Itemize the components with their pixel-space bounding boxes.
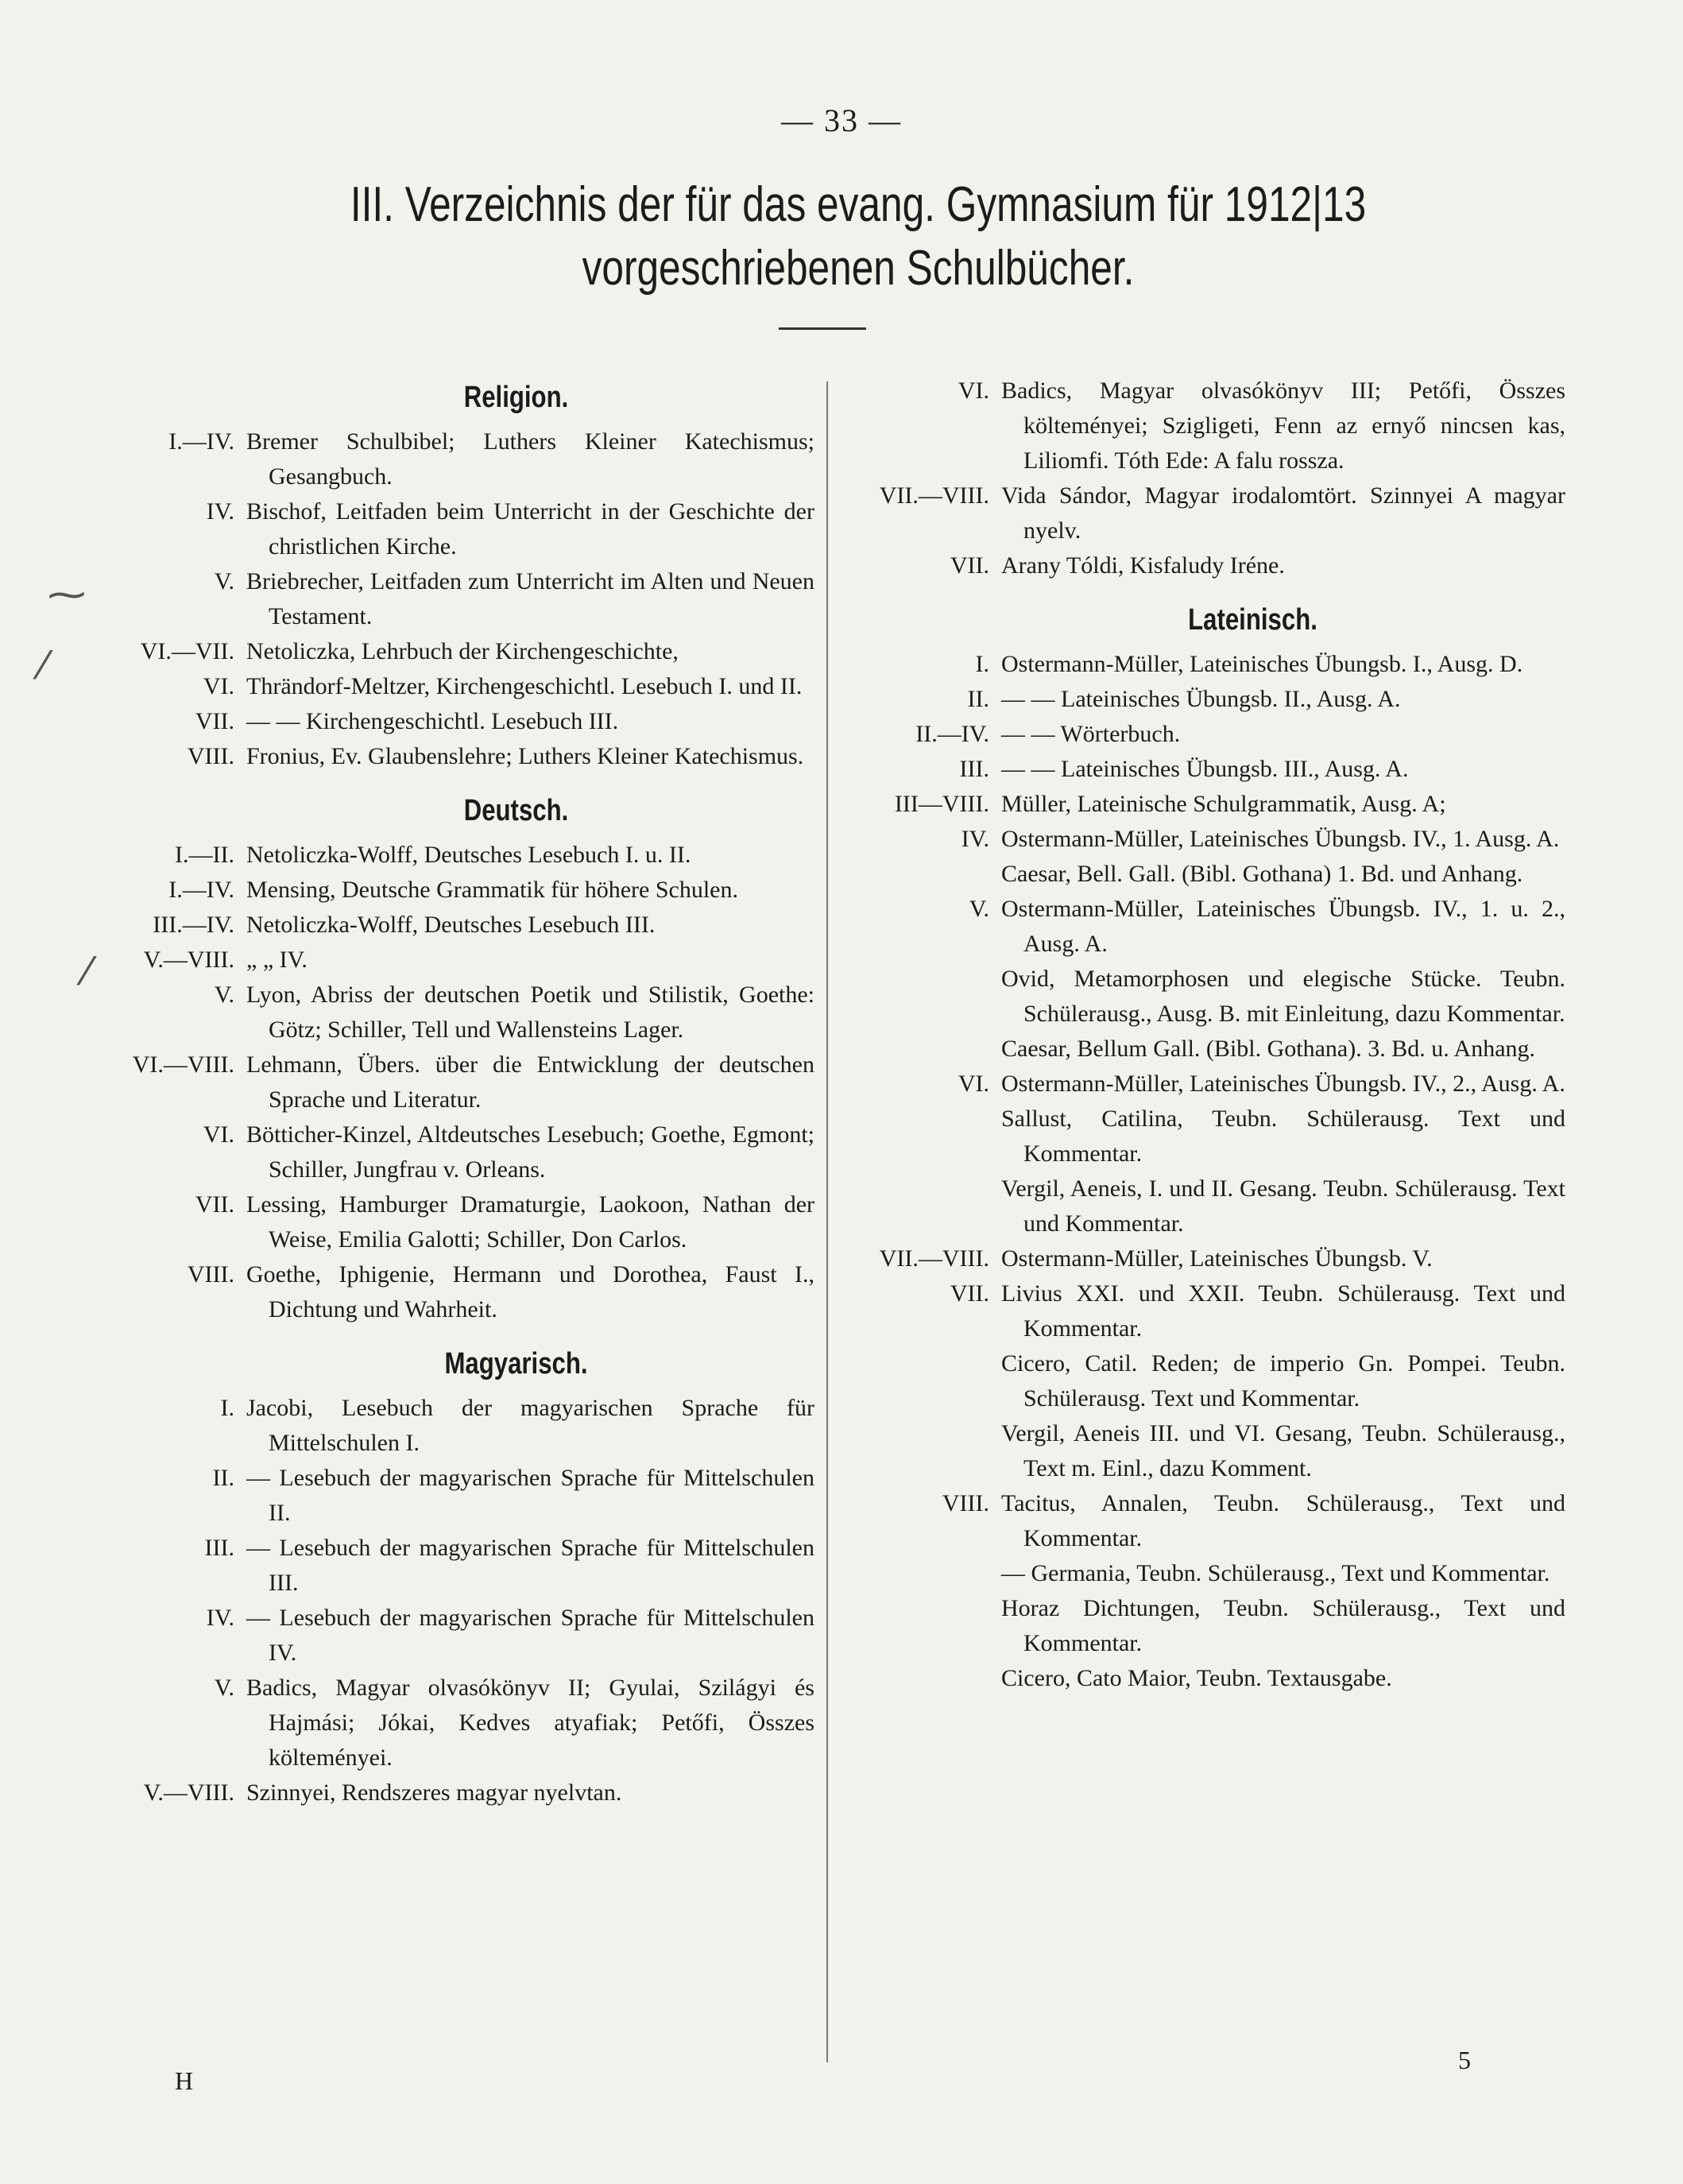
book-title: Lyon, Abriss der deutschen Poetik und Stilistik, Goethe: Götz; Schiller, Tell und Wallensteins Lager. xyxy=(246,982,814,1043)
book-title: Ostermann-Müller, Lateinisches Übungsb. IV., 2., Ausg. A. xyxy=(1001,1071,1565,1097)
book-title: Szinnyei, Rendszeres magyar nyelvtan. xyxy=(246,1779,622,1806)
book-title: Caesar, Bell. Gall. (Bibl. Gothana) 1. Bd. und Anhang. xyxy=(1001,861,1523,887)
book-entry xyxy=(87,1531,814,1601)
section-heading: Lateinisch. xyxy=(1188,603,1317,637)
book-entry xyxy=(842,787,1565,822)
book-title: — Lesebuch der magyarischen Sprache für Mittelschulen II. xyxy=(246,1465,814,1526)
book-title: Bötticher-Kinzel, Altdeutsches Lesebuch; Goethe, Egmont; Schiller, Jungfrau v. Orleans. xyxy=(246,1121,814,1183)
book-entry xyxy=(842,717,1565,752)
book-title: Netoliczka, Lehrbuch der Kirchengeschichte, xyxy=(246,638,679,664)
book-entry xyxy=(842,752,1565,787)
book-entry xyxy=(842,892,1565,962)
signature-mark: H xyxy=(175,2066,194,2095)
book-entry xyxy=(842,1346,1565,1416)
book-title: Lehmann, Übers. über die Entwicklung der deutschen Sprache und Literatur. xyxy=(246,1051,814,1113)
book-entry xyxy=(87,1391,814,1461)
left-column xyxy=(87,374,814,1810)
book-title: Fronius, Ev. Glaubenslehre; Luthers Kleiner Katechismus. xyxy=(246,743,804,769)
book-title: — — Kirchengeschichtl. Lesebuch III. xyxy=(246,708,619,734)
book-entry xyxy=(842,682,1565,717)
book-title: Tacitus, Annalen, Teubn. Schülerausg., Text und Kommentar. xyxy=(1001,1490,1565,1551)
book-title: Bischof, Leitfaden beim Unterricht in der Geschichte der christlichen Kirche. xyxy=(246,498,814,560)
book-title: Ostermann-Müller, Lateinisches Übungsb. V. xyxy=(1001,1245,1433,1272)
class-range: VII. xyxy=(195,1191,234,1218)
class-range: VI.—VIII. xyxy=(132,1051,234,1078)
book-title: Jacobi, Lesebuch der magyarischen Sprache für Mittelschulen I. xyxy=(246,1395,814,1456)
book-title: Bremer Schulbibel; Luthers Kleiner Katechismus; Gesangbuch. xyxy=(246,428,814,490)
class-range: VI. xyxy=(203,1121,234,1148)
class-range: VI.—VII. xyxy=(140,638,234,664)
book-title: — — Lateinisches Übungsb. II., Ausg. A. xyxy=(1001,686,1401,712)
book-entry xyxy=(842,1102,1565,1171)
class-range: III. xyxy=(204,1535,234,1561)
book-entry xyxy=(87,1671,814,1775)
book-entry xyxy=(842,1486,1565,1556)
class-range: III. xyxy=(959,756,989,782)
class-range: III—VIII. xyxy=(894,791,989,817)
class-range: VI. xyxy=(958,1071,989,1097)
book-entry xyxy=(87,978,814,1047)
book-entry xyxy=(87,1601,814,1671)
class-range: V. xyxy=(969,896,989,922)
class-range: VIII. xyxy=(942,1490,989,1516)
book-entry xyxy=(87,739,814,774)
class-range: VIII. xyxy=(187,743,234,769)
book-title: Livius XXI. und XXII. Teubn. Schülerausg. Text und Kommentar. xyxy=(1001,1280,1565,1342)
class-range: I. xyxy=(975,651,989,677)
book-entry xyxy=(87,1257,814,1327)
book-title: Vergil, Aeneis III. und VI. Gesang, Teubn. Schülerausg., Text m. Einl., dazu Komment. xyxy=(1001,1420,1565,1481)
book-title: Ostermann-Müller, Lateinisches Übungsb. IV., 1. Ausg. A. xyxy=(1001,826,1560,852)
book-title: Badics, Magyar olvasókönyv II; Gyulai, Szilágyi és Hajmási; Jókai, Kedves atyafiak; Petőfi, Összes költeményei. xyxy=(246,1675,814,1771)
book-entry xyxy=(87,838,814,873)
book-entry xyxy=(87,564,814,634)
book-title: Sallust, Catilina, Teubn. Schülerausg. Text und Kommentar. xyxy=(1001,1106,1565,1167)
book-entry xyxy=(87,1117,814,1187)
class-range: V. xyxy=(214,982,234,1008)
book-entry xyxy=(842,1556,1565,1591)
class-range: III.—IV. xyxy=(153,912,234,938)
class-range: IV. xyxy=(961,826,989,852)
class-range: VII. xyxy=(195,708,234,734)
class-range: I.—II. xyxy=(175,842,234,868)
book-title: Müller, Lateinische Schulgrammatik, Ausg. A; xyxy=(1001,791,1446,817)
class-range: V. xyxy=(214,1675,234,1701)
book-entry xyxy=(87,494,814,564)
right-column xyxy=(842,374,1565,1696)
book-title: Briebrecher, Leitfaden zum Unterricht im Alten und Neuen Testament. xyxy=(246,568,814,629)
class-range: I.—IV. xyxy=(168,877,234,903)
book-entry xyxy=(87,1461,814,1531)
book-title: Thrändorf-Meltzer, Kirchengeschichtl. Lesebuch I. und II. xyxy=(246,673,803,699)
title-line-2: vorgeschriebenen Schulbücher. xyxy=(582,241,1135,296)
book-entry xyxy=(842,548,1565,583)
book-entry xyxy=(842,1416,1565,1486)
class-range: II. xyxy=(212,1465,234,1491)
section-heading: Magyarisch. xyxy=(444,1347,588,1380)
class-range: II. xyxy=(967,686,989,712)
book-title: Mensing, Deutsche Grammatik für höhere Schulen. xyxy=(246,877,738,903)
book-entry xyxy=(842,857,1565,892)
class-range: IV. xyxy=(206,498,234,525)
book-title: Arany Tóldi, Kisfaludy Iréne. xyxy=(1001,552,1285,579)
book-title: — Lesebuch der magyarischen Sprache für Mittelschulen IV. xyxy=(246,1605,814,1666)
book-entry xyxy=(842,1241,1565,1276)
book-title: — Germania, Teubn. Schülerausg., Text und Kommentar. xyxy=(1001,1560,1550,1586)
book-entry xyxy=(87,873,814,908)
book-entry xyxy=(87,669,814,704)
book-entry xyxy=(842,478,1565,548)
section-heading: Religion. xyxy=(463,381,569,414)
book-entry xyxy=(842,1591,1565,1661)
page-title xyxy=(175,173,1542,300)
book-title: Netoliczka-Wolff, Deutsches Lesebuch I. u. II. xyxy=(246,842,691,868)
book-entry xyxy=(87,704,814,739)
book-entry xyxy=(842,1276,1565,1346)
class-range: I.—IV. xyxy=(168,428,234,455)
column-divider xyxy=(826,381,828,2062)
page-number: — 33 — xyxy=(781,103,902,138)
book-title: Lessing, Hamburger Dramaturgie, Laokoon, Nathan der Weise, Emilia Galotti; Schiller, Don Carlos. xyxy=(246,1191,814,1253)
book-title: — Lesebuch der magyarischen Sprache für Mittelschulen III. xyxy=(246,1535,814,1596)
class-range: II.—IV. xyxy=(915,721,989,747)
section-heading: Deutsch. xyxy=(463,794,569,827)
book-title: Cicero, Catil. Reden; de imperio Gn. Pompei. Teubn. Schülerausg. Text und Kommentar. xyxy=(1001,1350,1565,1411)
book-entry xyxy=(87,908,814,943)
book-entry xyxy=(842,962,1565,1032)
book-title: „ „ IV. xyxy=(246,947,308,973)
sheet-number: 5 xyxy=(1458,2046,1471,2074)
class-range: VI. xyxy=(958,378,989,404)
pencil-mark-icon: ⁄ xyxy=(83,950,91,994)
class-range: VII.—VIII. xyxy=(879,1245,989,1272)
book-entry xyxy=(87,1047,814,1117)
class-range: VII.—VIII. xyxy=(879,482,989,509)
book-title: Ostermann-Müller, Lateinisches Übungsb. IV., 1. u. 2., Ausg. A. xyxy=(1001,896,1565,957)
class-range: IV. xyxy=(206,1605,234,1631)
title-line-1: III. Verzeichnis der für das evang. Gymnasium für 1912|13 xyxy=(350,177,1367,232)
class-range: V.—VIII. xyxy=(143,947,234,973)
book-entry xyxy=(87,1775,814,1810)
class-range: VIII. xyxy=(187,1261,234,1288)
book-entry xyxy=(87,424,814,494)
book-title: Vergil, Aeneis, I. und II. Gesang. Teubn. Schülerausg. Text und Kommentar. xyxy=(1001,1175,1565,1237)
pencil-mark-icon: ⁓ xyxy=(48,572,86,617)
title-ornament xyxy=(779,327,866,336)
book-entry xyxy=(842,822,1565,857)
pencil-mark-icon: ⁄ xyxy=(40,644,47,688)
book-title: — — Lateinisches Übungsb. III., Ausg. A. xyxy=(1001,756,1409,782)
class-range: I. xyxy=(220,1395,234,1421)
book-entry xyxy=(87,943,814,978)
book-entry xyxy=(842,647,1565,682)
book-entry xyxy=(842,1171,1565,1241)
book-entry xyxy=(842,1661,1565,1696)
book-entry xyxy=(842,1067,1565,1102)
book-entry xyxy=(87,1187,814,1257)
book-title: Caesar, Bellum Gall. (Bibl. Gothana). 3. Bd. u. Anhang. xyxy=(1001,1036,1536,1062)
book-title: — — Wörterbuch. xyxy=(1001,721,1181,747)
class-range: V. xyxy=(214,568,234,594)
class-range: VII. xyxy=(950,1280,989,1307)
book-title: Goethe, Iphigenie, Hermann und Dorothea, Faust I., Dichtung und Wahrheit. xyxy=(246,1261,814,1322)
book-title: Cicero, Cato Maior, Teubn. Textausgabe. xyxy=(1001,1665,1392,1691)
book-title: Ovid, Metamorphosen und elegische Stücke. Teubn. Schülerausg., Ausg. B. mit Einleitung, dazu Kommentar. xyxy=(1001,966,1565,1027)
class-range: V.—VIII. xyxy=(143,1779,234,1806)
book-title: Ostermann-Müller, Lateinisches Übungsb. I., Ausg. D. xyxy=(1001,651,1523,677)
book-title: Badics, Magyar olvasókönyv III; Petőfi, Összes költeményei; Szigligeti, Fenn az ernyő nincsen kas, Liliomfi. Tóth Ede: A falu rossza. xyxy=(1001,378,1565,474)
book-entry xyxy=(842,374,1565,478)
book-entry xyxy=(87,634,814,669)
class-range: VII. xyxy=(950,552,989,579)
book-title: Vida Sándor, Magyar irodalomtört. Szinnyei A magyar nyelv. xyxy=(1001,482,1565,544)
book-entry xyxy=(842,1032,1565,1067)
class-range: VI. xyxy=(203,673,234,699)
book-title: Netoliczka-Wolff, Deutsches Lesebuch III. xyxy=(246,912,656,938)
book-title: Horaz Dichtungen, Teubn. Schülerausg., Text und Kommentar. xyxy=(1001,1595,1565,1656)
